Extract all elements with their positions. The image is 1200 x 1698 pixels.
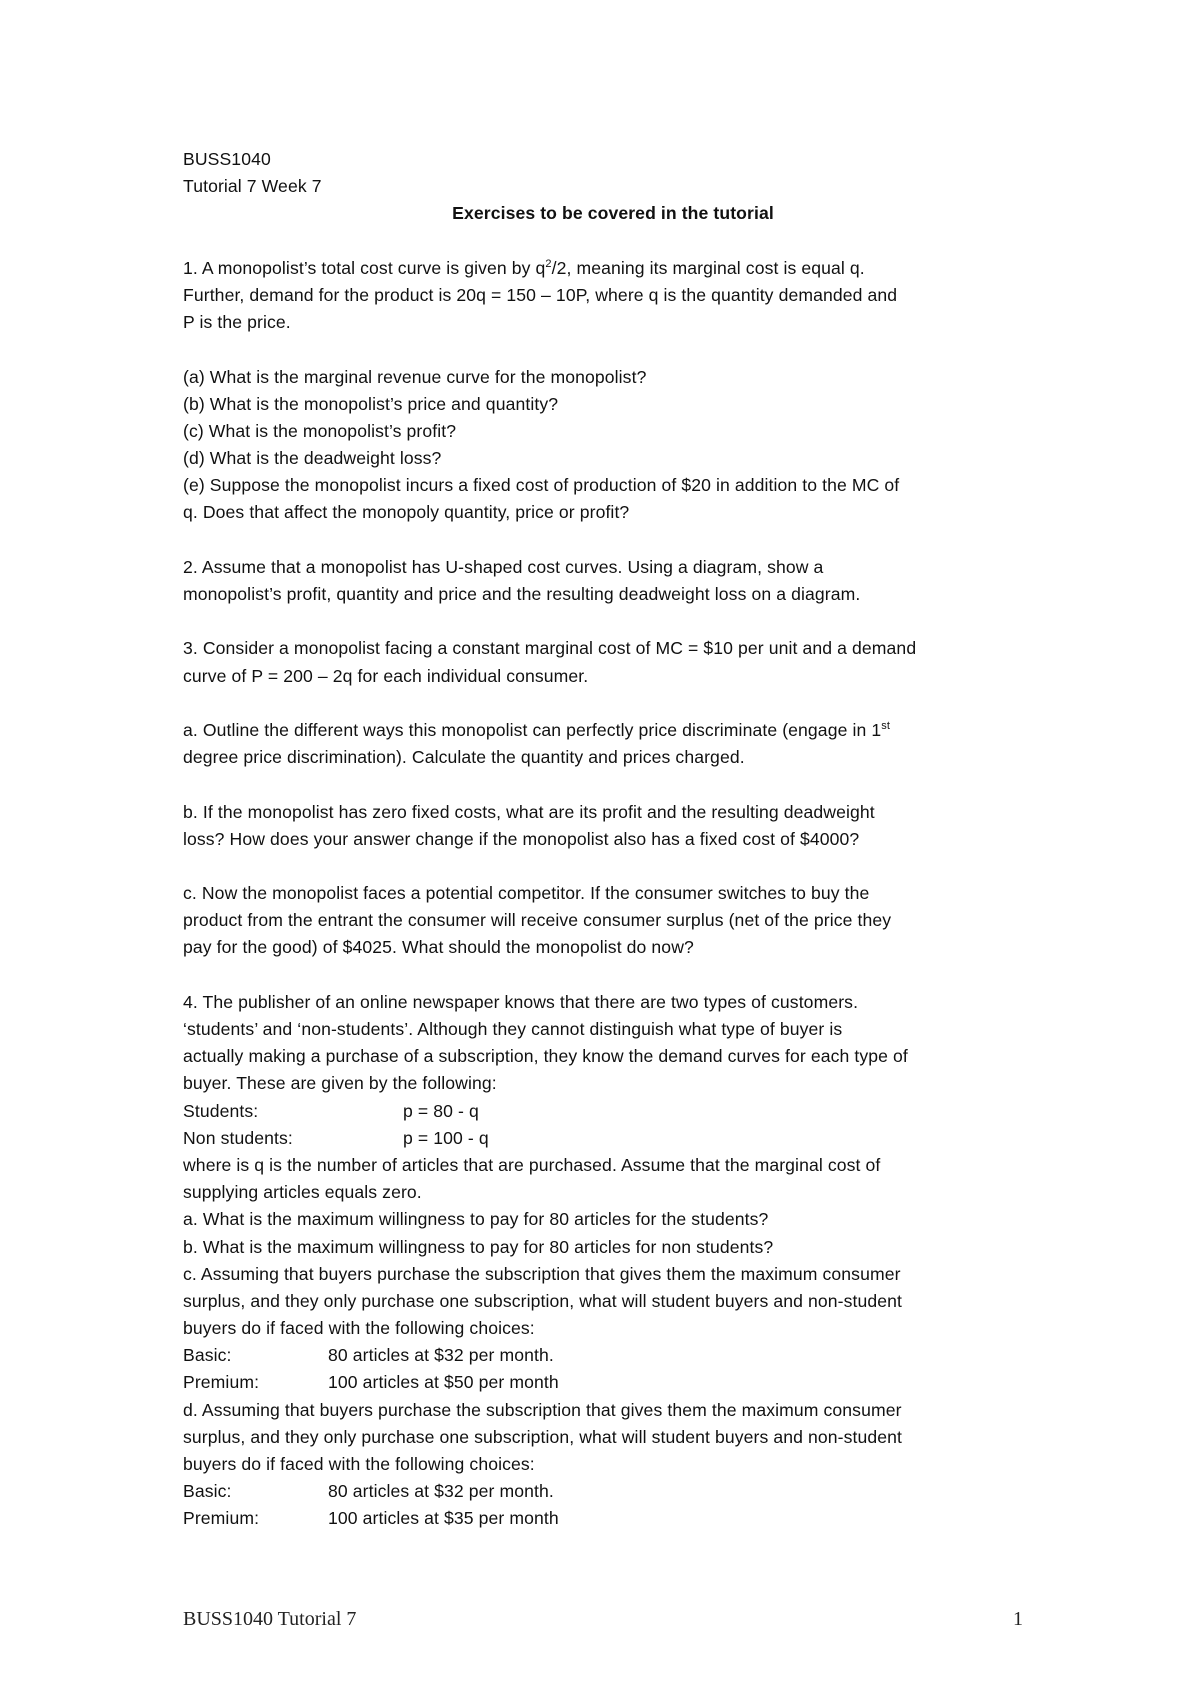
q1-part-c: (c) What is the monopolist’s profit? <box>183 420 457 441</box>
q4-part-d-line-1: d. Assuming that buyers purchase the subscription that gives them the maximum consumer <box>183 1399 902 1420</box>
q1-line-1-text-b: /2, meaning its marginal cost is equal q. <box>551 257 865 278</box>
q4-part-c-line-3: buyers do if faced with the following choices: <box>183 1318 535 1339</box>
c-premium-value: 100 articles at $50 per month <box>328 1372 559 1393</box>
q4-d-premium-row <box>183 1505 1043 1532</box>
q4-line-6: supplying articles equals zero. <box>183 1182 422 1203</box>
q3-line-2: curve of P = 200 – 2q for each individual consumer. <box>183 665 589 686</box>
q1-part-e-line-1: (e) Suppose the monopolist incurs a fixed cost of production of $20 in addition to the MC of <box>183 475 900 496</box>
q1-line-2: Further, demand for the product is 20q = 150 – 10P, where q is the quantity demanded and <box>183 284 898 305</box>
students-label: Students: <box>183 1100 259 1121</box>
q3-part-a-text: a. Outline the different ways this monopolist can perfectly price discriminate (engage in 1 <box>183 719 882 740</box>
q1-part-b: (b) What is the monopolist’s price and quantity? <box>183 393 559 414</box>
q4-part-d-line-2: surplus, and they only purchase one subscription, what will student buyers and non-student <box>183 1426 903 1447</box>
q3-part-c-line-1: c. Now the monopolist faces a potential competitor. If the consumer switches to buy the <box>183 883 870 904</box>
q1-part-a: (a) What is the marginal revenue curve for the monopolist? <box>183 366 647 387</box>
tutorial-week: Tutorial 7 Week 7 <box>183 176 322 197</box>
document-body <box>183 146 1043 1533</box>
q4-c-premium-row <box>183 1369 1043 1396</box>
page-title: Exercises to be covered in the tutorial <box>452 203 774 224</box>
q4-line-5: where is q is the number of articles that are purchased. Assume that the marginal cost of <box>183 1154 881 1175</box>
q1-line-1-text-a: 1. A monopolist’s total cost curve is given by q <box>183 257 546 278</box>
q2-line-1: 2. Assume that a monopolist has U-shaped cost curves. Using a diagram, show a <box>183 556 824 577</box>
q1-superscript: 2 <box>545 257 552 270</box>
c-basic-label: Basic: <box>183 1345 232 1366</box>
q4-part-b: b. What is the maximum willingness to pay for 80 articles for non students? <box>183 1236 774 1257</box>
q1-line-1 <box>183 255 1043 282</box>
d-premium-value: 100 articles at $35 per month <box>328 1508 559 1529</box>
non-students-label: Non students: <box>183 1127 293 1148</box>
q4-part-c-line-2: surplus, and they only purchase one subscription, what will student buyers and non-student <box>183 1290 903 1311</box>
q1-part-e-line-2: q. Does that affect the monopoly quantity, price or profit? <box>183 502 630 523</box>
non-students-demand: p = 100 - q <box>403 1127 489 1148</box>
q3-part-c-line-2: product from the entrant the consumer will receive consumer surplus (net of the price they <box>183 910 892 931</box>
q3-part-b-line-2: loss? How does your answer change if the monopolist also has a fixed cost of $4000? <box>183 828 860 849</box>
q4-line-2: ‘students’ and ‘non-students’. Although they cannot distinguish what type of buyer is <box>183 1019 843 1039</box>
d-premium-label: Premium: <box>183 1508 260 1529</box>
footer-title: BUSS1040 Tutorial 7 <box>183 1608 357 1630</box>
students-demand: p = 80 - q <box>403 1100 479 1121</box>
q4-c-basic-row <box>183 1342 1043 1369</box>
d-basic-value: 80 articles at $32 per month. <box>328 1481 554 1502</box>
q4-students-row <box>183 1098 1043 1125</box>
q4-non-students-row <box>183 1125 1043 1152</box>
page-number: 1 <box>1013 1608 1023 1630</box>
q3-part-a-line-1 <box>183 717 1043 744</box>
q3-part-c-line-3: pay for the good) of $4025. What should the monopolist do now? <box>183 937 694 958</box>
q4-d-basic-row <box>183 1478 1043 1505</box>
q2-line-2: monopolist’s profit, quantity and price and the resulting deadweight loss on a diagram. <box>183 584 861 604</box>
q4-part-c-line-1: c. Assuming that buyers purchase the subscription that gives them the maximum consumer <box>183 1263 901 1284</box>
q1-line-3: P is the price. <box>183 312 291 333</box>
c-basic-value: 80 articles at $32 per month. <box>328 1345 554 1366</box>
c-premium-label: Premium: <box>183 1372 260 1393</box>
q1-part-d: (d) What is the deadweight loss? <box>183 448 442 469</box>
q3-part-b-line-1: b. If the monopolist has zero fixed costs, what are its profit and the resulting deadweight <box>183 801 875 822</box>
q3-superscript: st <box>881 720 890 733</box>
q4-line-1: 4. The publisher of an online newspaper knows that there are two types of customers. <box>183 991 859 1012</box>
q4-line-3: actually making a purchase of a subscription, they know the demand curves for each type of <box>183 1046 908 1067</box>
course-code: BUSS1040 <box>183 149 271 169</box>
q4-part-a: a. What is the maximum willingness to pay for 80 articles for the students? <box>183 1209 769 1230</box>
q3-line-1: 3. Consider a monopolist facing a constant marginal cost of MC = $10 per unit and a demand <box>183 638 917 659</box>
q4-part-d-line-3: buyers do if faced with the following choices: <box>183 1454 535 1474</box>
q4-line-4: buyer. These are given by the following: <box>183 1073 497 1094</box>
d-basic-label: Basic: <box>183 1481 232 1502</box>
q3-part-a-line-2: degree price discrimination). Calculate the quantity and prices charged. <box>183 747 745 768</box>
